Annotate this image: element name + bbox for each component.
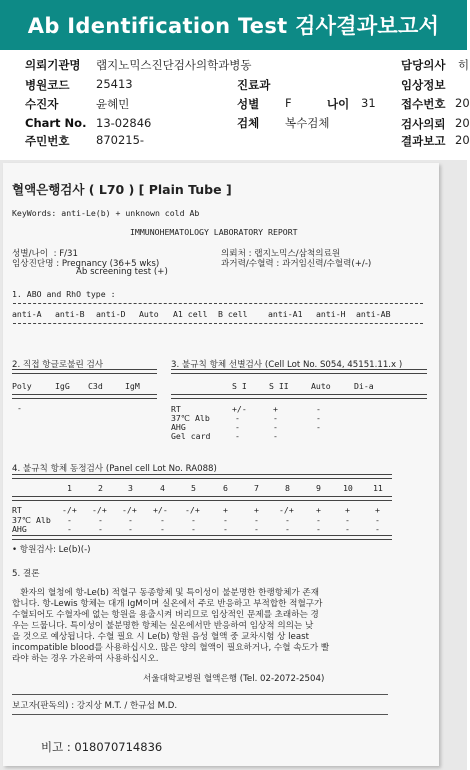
hospital-code-label: 병원코드 xyxy=(25,78,70,92)
scanned-report-sheet xyxy=(3,163,439,766)
conclusion-line: 수혈되어도 수혈자에 없는 항원을 용출시켜 버리므로 임상적인 문제를 초래하는 경 xyxy=(12,610,319,620)
screen-row-label: 37℃ Alb xyxy=(171,413,210,423)
coombs-col: IgG xyxy=(55,381,70,391)
screen-col: Auto xyxy=(311,381,331,391)
ident-cell: - xyxy=(223,515,228,525)
ident-cell: - xyxy=(375,515,380,525)
ident-cell: +/- xyxy=(153,505,168,515)
coombs-title: 2. 직접 항글로불린 검사 xyxy=(12,360,104,370)
ident-row-label: RT xyxy=(12,505,22,515)
sex-label: 성별 xyxy=(237,97,260,111)
coombs-col: IgM xyxy=(125,381,140,391)
ident-cell: + xyxy=(375,505,380,515)
ident-cell: -/+ xyxy=(122,505,137,515)
ident-col: 8 xyxy=(285,483,290,493)
lab-title: IMMUNOHEMATOLOGY LABORATORY REPORT xyxy=(130,227,298,237)
report-title: Ab Identification Test 검사결과보고서 xyxy=(0,0,467,50)
conclusion-line: 합니다. 항-Lewis 항체는 대개 IgM이며 실온에서 주로 반응하고 부적합한 적혈구가 xyxy=(12,599,323,609)
ident-col: 7 xyxy=(254,483,259,493)
ident-row-label: AHG xyxy=(12,524,27,534)
diagnosis: 임상진단명 : Pregnancy (36+5 wks) xyxy=(12,259,160,269)
rrn-label: 주민번호 xyxy=(25,134,70,148)
coombs-col: C3d xyxy=(88,381,103,391)
conclusion-line: incompatible blood를 사용하십시오. 많은 양의 혈액이 필요하거나, 수혈 속도가 빨 xyxy=(12,643,330,653)
age-label: 나이 xyxy=(327,97,350,111)
screen-title: 3. 불규칙 항체 선별검사 (Cell Lot No. S054, 45151.11.x ) xyxy=(171,360,403,370)
clinical-label: 임상정보 xyxy=(401,78,446,92)
abo-col: A1 cell xyxy=(173,309,208,319)
screen-cell: - xyxy=(273,413,278,423)
ident-col: 11 xyxy=(373,483,383,493)
abo-col: anti-D xyxy=(96,309,126,319)
ident-col: 6 xyxy=(223,483,228,493)
recipient-value: 윤혜민 xyxy=(96,97,130,111)
ident-cell: - xyxy=(223,524,228,534)
screen-cell: - xyxy=(316,413,321,423)
screen-cell: + xyxy=(273,404,278,414)
chart-no-value: 13-02846 xyxy=(96,116,152,130)
ident-cell: - xyxy=(191,515,196,525)
ident-cell: + xyxy=(254,505,259,515)
screen-row-label: RT xyxy=(171,404,181,414)
coombs-divider xyxy=(12,369,157,374)
ident-divider xyxy=(12,474,392,479)
screen-col: S I xyxy=(232,381,247,391)
ident-cell: -/+ xyxy=(185,505,200,515)
ident-cell: - xyxy=(191,524,196,534)
sex-value: F xyxy=(285,96,292,110)
ident-cell: - xyxy=(67,515,72,525)
ident-cell: - xyxy=(345,515,350,525)
abo-col: anti-B xyxy=(55,309,85,319)
screen-divider xyxy=(171,394,427,399)
exam-date-label: 검사의뢰 xyxy=(401,117,446,131)
screen-row-label: AHG xyxy=(171,422,186,432)
abo-title: 1. ABO and RhO type : xyxy=(12,289,116,299)
screen-col: S II xyxy=(269,381,289,391)
history: 과거력/수혈력 : 과거임신력/수혈력(+/-) xyxy=(221,259,372,269)
reporter-divider xyxy=(12,694,388,695)
report-date-label: 결과보고 xyxy=(401,134,446,148)
ident-col: 5 xyxy=(191,483,196,493)
screen-cell: - xyxy=(316,422,321,432)
institution-label: 의뢰기관명 xyxy=(25,58,81,72)
ident-cell: - xyxy=(316,515,321,525)
ident-cell: - xyxy=(98,515,103,525)
requester: 의뢰처 : 랩지노믹스/삼척의료원 xyxy=(221,249,341,259)
exam-date-value: 20 xyxy=(455,116,470,130)
coombs-divider xyxy=(12,394,157,399)
ident-cell: + xyxy=(316,505,321,515)
conclusion-line: 우는 드뭅니다. 특이성이 불분명한 항체는 실온에서만 반응하여 임상적 의의는 낮 xyxy=(12,621,314,631)
ident-col: 4 xyxy=(160,483,165,493)
ident-cell: - xyxy=(67,524,72,534)
screen-cell: - xyxy=(235,422,240,432)
abo-col: anti-AB xyxy=(356,309,391,319)
reporter: 보고자(판독의) : 강지상 M.T. / 한규섭 M.D. xyxy=(12,701,178,711)
ident-cell: -/+ xyxy=(92,505,107,515)
rrn-value: 870215- xyxy=(96,133,145,147)
specimen-label: 검체 xyxy=(237,116,260,130)
screen-cell: - xyxy=(235,431,240,441)
reporter-divider xyxy=(12,714,388,715)
recipient-label: 수진자 xyxy=(25,97,59,111)
ident-col: 1 xyxy=(67,483,72,493)
ident-cell: - xyxy=(345,524,350,534)
memo: 비고 : 018070714836 xyxy=(41,740,163,754)
abo-col: Auto xyxy=(139,309,159,319)
screen-cell: - xyxy=(235,413,240,423)
institution-value: 랩지노믹스진단검사의학과병동 xyxy=(96,58,252,72)
abo-divider xyxy=(13,323,423,324)
ident-divider xyxy=(12,535,392,540)
doctor-value: 히 xyxy=(458,58,470,72)
screen-cell: - xyxy=(316,404,321,414)
ident-cell: -/+ xyxy=(279,505,294,515)
ident-col: 3 xyxy=(128,483,133,493)
ident-divider xyxy=(12,496,392,501)
screen-row-label: Gel card xyxy=(171,431,211,441)
doctor-label: 담당의사 xyxy=(401,58,446,72)
screen-divider xyxy=(171,369,427,374)
ident-cell: - xyxy=(375,524,380,534)
ident-cell: + xyxy=(223,505,228,515)
receipt-label: 접수번호 xyxy=(401,97,446,111)
screen-col: Di-a xyxy=(354,381,374,391)
receipt-value: 20 xyxy=(455,96,470,110)
conclusion-line: 환자의 혈청에 항-Le(b) 적혈구 동종항체 및 특이성이 불분명한 한랭항체가 존재 xyxy=(12,588,320,598)
specimen-value: 복수검체 xyxy=(285,116,330,130)
report-date-value: 20 xyxy=(455,133,470,147)
hospital-contact: 서울대학교병원 혈액은행 (Tel. 02-2072-2504) xyxy=(143,674,325,684)
sex-age: 성별/나이 : F/31 xyxy=(12,249,78,259)
conclusion-line: 을 것으로 예상됩니다. 수혈 필요 시 Le(b) 항원 음성 혈액 중 교차시험 상 least xyxy=(12,632,309,642)
hospital-code-value: 25413 xyxy=(96,77,133,91)
antigen-note: • 항원검사: Le(b)(-) xyxy=(12,545,91,555)
conclusion-title: 5. 결론 xyxy=(12,569,40,579)
abo-col: anti-A xyxy=(12,309,42,319)
screen-cell: - xyxy=(273,431,278,441)
ident-cell: - xyxy=(285,524,290,534)
keywords: KeyWords: anti-Le(b) + unknown cold Ab xyxy=(12,208,200,218)
ident-cell: - xyxy=(254,524,259,534)
ident-col: 2 xyxy=(98,483,103,493)
abo-col: anti-H xyxy=(316,309,346,319)
ident-cell: + xyxy=(345,505,350,515)
ident-title: 4. 불규칙 항체 동정검사 (Panel cell Lot No. RA088) xyxy=(12,464,217,474)
screen-cell: +/- xyxy=(232,404,247,414)
dept-label: 진료과 xyxy=(237,78,271,92)
conclusion-line: 라야 하는 경우 가온하여 사용하십시오. xyxy=(12,654,159,664)
ident-cell: - xyxy=(128,515,133,525)
abo-col: anti-A1 xyxy=(268,309,303,319)
report-heading: 혈액은행검사 ( L70 ) [ Plain Tube ] xyxy=(12,182,232,197)
abo-divider xyxy=(13,303,423,304)
abo-col: B cell xyxy=(218,309,248,319)
ident-cell: -/+ xyxy=(62,505,77,515)
ident-cell: - xyxy=(254,515,259,525)
coombs-value: - xyxy=(17,403,22,413)
ident-cell: - xyxy=(128,524,133,534)
ident-col: 9 xyxy=(316,483,321,493)
ident-cell: - xyxy=(160,515,165,525)
ident-col: 10 xyxy=(343,483,353,493)
ident-cell: - xyxy=(98,524,103,534)
ident-cell: - xyxy=(316,524,321,534)
chart-no-label: Chart No. xyxy=(25,116,87,130)
ident-cell: - xyxy=(160,524,165,534)
screen-cell: - xyxy=(273,422,278,432)
age-value: 31 xyxy=(361,96,376,110)
coombs-col: Poly xyxy=(12,381,32,391)
ident-cell: - xyxy=(285,515,290,525)
ident-row-label: 37℃ Alb xyxy=(12,515,51,525)
diagnosis-line2: Ab screening test (+) xyxy=(76,267,168,277)
